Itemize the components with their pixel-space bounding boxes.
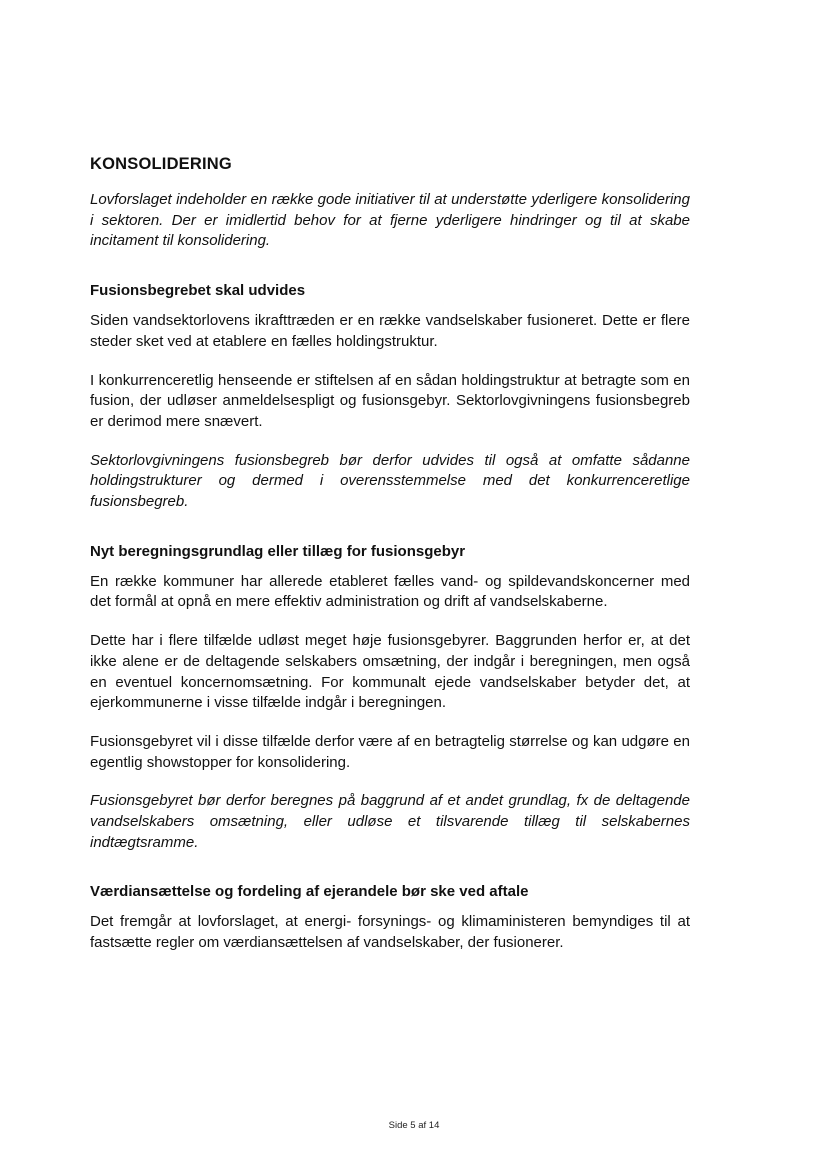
paragraph: En række kommuner har allerede etableret fælles vand- og spildevandskoncerner med det formål at opnå en mere effektiv administration og drift af vandselskaberne. (90, 572, 690, 611)
page-title: KONSOLIDERING (90, 155, 232, 173)
paragraph: I konkurrenceretlig henseende er stiftelsen af en sådan holdingstruktur at betragte som en fusion, der udløser anmeldelsespligt og fusionsgebyr. Sektorlovgivningens fusionsbegreb er derimod mere snævert. (90, 371, 690, 430)
recommendation-paragraph: Sektorlovgivningens fusionsbegreb bør derfor udvides til også at omfatte sådanne holdingstrukturer og dermed i overensstemmelse med det konkurrenceretlige fusionsbegreb. (90, 451, 690, 511)
paragraph: Fusionsgebyret vil i disse tilfælde derfor være af en betragtelig størrelse og kan udgøre en egentlig showstopper for konsolidering. (90, 732, 690, 771)
intro-paragraph: Lovforslaget indeholder en række gode initiativer til at understøtte yderligere konsolidering i sektoren. Der er imidlertid behov for at fjerne yderligere hindringer og til at skabe incitament til konsolidering. (90, 191, 690, 250)
section-heading-fusionsbegreb: Fusionsbegrebet skal udvides (90, 282, 306, 300)
recommendation-paragraph: Fusionsgebyret bør derfor beregnes på baggrund af et andet grundlag, fx de deltagende vandselskabers omsætning, eller udløse et tilsvarende tillæg til selskabernes indtægtsramme. (90, 792, 690, 851)
section-heading-fusionsgebyr: Nyt beregningsgrundlag eller tillæg for fusionsgebyr (90, 542, 466, 560)
paragraph: Siden vandsektorlovens ikrafttræden er en række vandselskaber fusioneret. Dette er flere steder sket ved at etablere en fælles holdingstruktur. (90, 312, 690, 350)
section-heading-vaerdiansaettelse: Værdiansættelse og fordeling af ejerandele bør ske ved aftale (90, 883, 529, 901)
paragraph: Dette har i flere tilfælde udløst meget høje fusionsgebyrer. Baggrunden herfor er, at det ikke alene er de deltagende selskabers omsætning, der indgår i beregningen, men også en eventuel koncernomsætning. For kommunalt ejede vandselskaber betyder det, at ejerkommunerne i visse tilfælde indgår i beregningen. (90, 632, 690, 712)
document-body (90, 155, 690, 954)
paragraph: Det fremgår at lovforslaget, at energi- forsynings- og klimaministeren bemyndiges til at fastsætte regler om værdiansættelsen af vandselskaber, der fusionerer. (90, 913, 690, 952)
page-number: Side 5 af 14 (388, 1120, 440, 1131)
